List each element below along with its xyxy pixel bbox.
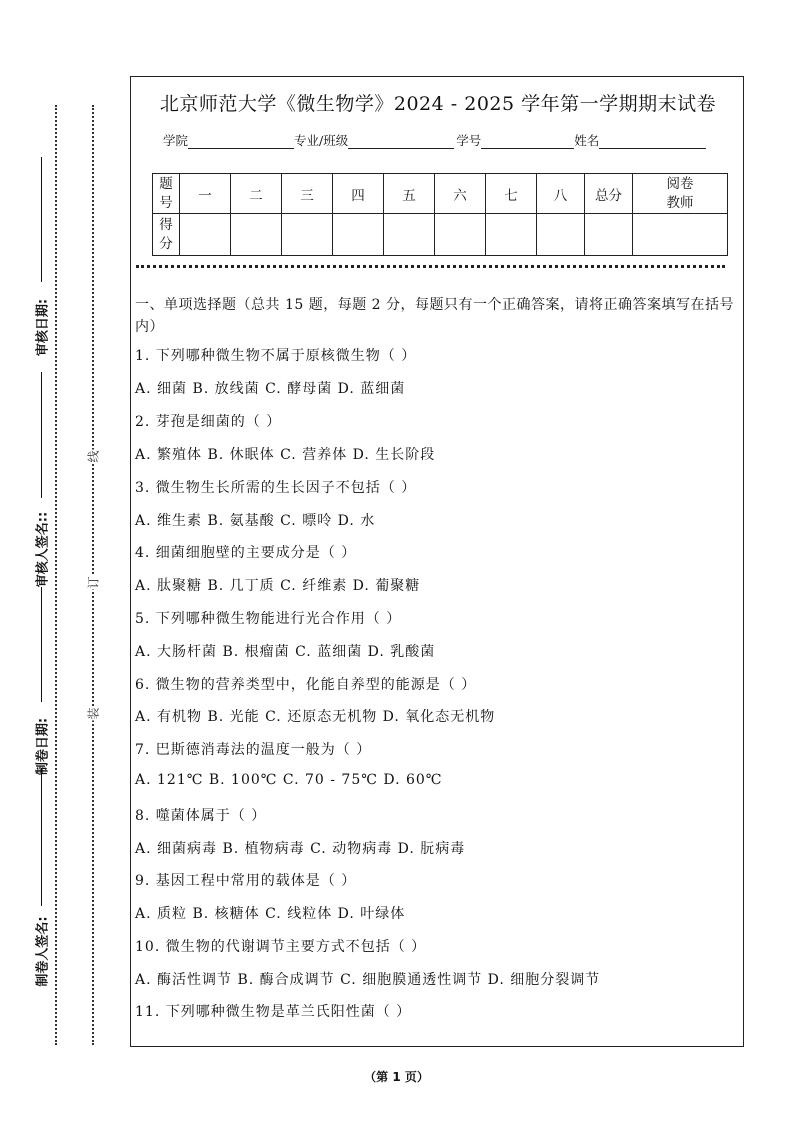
score-cell[interactable] — [384, 214, 435, 256]
binding-char-zhuang: 装 — [86, 707, 101, 720]
binding-char-xian: 线 — [86, 450, 101, 463]
question-text: 1. 下列哪种微生物不属于原核微生物（ ） — [135, 348, 417, 364]
reviewer-date-line — [41, 157, 42, 282]
question-text: 10. 微生物的代谢调节主要方式不包括（ ） — [135, 939, 427, 955]
question-text: 7. 巴斯德消毒法的温度一般为（ ） — [135, 742, 372, 758]
col-header: 一 — [180, 174, 231, 214]
question-options: A. 细菌 B. 放线菌 C. 酵母菌 D. 蓝细菌 — [135, 381, 406, 397]
score-cell[interactable] — [333, 214, 384, 256]
student-id-label: 学号 — [456, 133, 482, 148]
major-label: 专业/班级 — [294, 133, 349, 148]
question-text: 9. 基因工程中常用的载体是（ ） — [135, 873, 357, 889]
name-field[interactable] — [599, 135, 706, 149]
score-table — [152, 173, 728, 256]
col-header: 二 — [231, 174, 282, 214]
score-cell[interactable] — [435, 214, 486, 256]
score-cell[interactable] — [180, 214, 231, 256]
question-options: A. 酶活性调节 B. 酶合成调节 C. 细胞膜通透性调节 D. 细胞分裂调节 — [135, 972, 601, 988]
outer-dotted-line — [55, 105, 57, 1045]
maker-sign-line — [41, 768, 42, 906]
student-id-field[interactable] — [481, 135, 574, 149]
question-text: 6. 微生物的营养类型中，化能自养型的能源是（ ） — [135, 677, 477, 693]
binding-char-ding: 订 — [86, 576, 101, 589]
score-cell[interactable] — [231, 214, 282, 256]
score-cell[interactable] — [537, 214, 585, 256]
reviewer-sign-label: 审核人签名:: — [35, 511, 51, 588]
name-label: 姓名 — [574, 133, 600, 148]
question-text: 4. 细菌细胞壁的主要成分是（ ） — [135, 545, 357, 561]
maker-sign-label: 制卷人签名: — [35, 916, 51, 987]
grader-cell[interactable] — [633, 214, 728, 256]
student-info-row — [163, 131, 706, 149]
college-field[interactable] — [188, 135, 294, 149]
question-options: A. 有机物 B. 光能 C. 还原态无机物 D. 氧化态无机物 — [135, 709, 496, 725]
col-header-grader: 阅卷 教师 — [633, 174, 728, 214]
score-cell[interactable] — [282, 214, 333, 256]
dotted-separator — [136, 265, 725, 268]
question-options: A. 肽聚糖 B. 几丁质 C. 纤维素 D. 葡聚糖 — [135, 578, 421, 594]
question-options: A. 维生素 B. 氨基酸 C. 嘌呤 D. 水 — [135, 513, 376, 529]
reviewer-sign-line — [41, 372, 42, 498]
col-header-total: 总分 — [585, 174, 633, 214]
score-cell-total[interactable] — [585, 214, 633, 256]
score-cell[interactable] — [486, 214, 537, 256]
question-text: 8. 噬菌体属于（ ） — [135, 808, 267, 824]
page-number: （第 1 页） — [364, 1070, 429, 1084]
major-field[interactable] — [348, 135, 454, 149]
maker-date-line — [41, 587, 42, 702]
row-label-score: 得 分 — [153, 214, 180, 256]
question-options: A. 细菌病毒 B. 植物病毒 C. 动物病毒 D. 朊病毒 — [135, 841, 466, 857]
question-options: A. 繁殖体 B. 休眠体 C. 营养体 D. 生长阶段 — [135, 447, 436, 463]
col-header: 七 — [486, 174, 537, 214]
college-label: 学院 — [163, 133, 189, 148]
question-options: A. 质粒 B. 核糖体 C. 线粒体 D. 叶绿体 — [135, 906, 406, 922]
col-header: 五 — [384, 174, 435, 214]
question-options: A. 大肠杆菌 B. 根瘤菌 C. 蓝细菌 D. 乳酸菌 — [135, 644, 436, 660]
reviewer-date-label: 审核日期: — [35, 298, 51, 357]
question-text: 5. 下列哪种微生物能进行光合作用（ ） — [135, 611, 402, 627]
col-header: 八 — [537, 174, 585, 214]
row-label-question-no: 题 号 — [153, 174, 180, 214]
question-text: 11. 下列哪种微生物是革兰氏阳性菌（ ） — [135, 1004, 412, 1020]
section-heading: 一、单项选择题（总共 15 题，每题 2 分，每题只有一个正确答案，请将正确答案填写在括号内） — [135, 297, 735, 335]
exam-title: 北京师范大学《微生物学》2024 - 2025 学年第一学期期末试卷 — [159, 93, 717, 115]
col-header: 四 — [333, 174, 384, 214]
col-header: 三 — [282, 174, 333, 214]
question-text: 3. 微生物生长所需的生长因子不包括（ ） — [135, 480, 417, 496]
question-options: A. 121℃ B. 100℃ C. 70 - 75℃ D. 60℃ — [135, 772, 443, 788]
maker-date-label: 制卷日期: — [35, 717, 51, 776]
col-header: 六 — [435, 174, 486, 214]
question-text: 2. 芽孢是细菌的（ ） — [135, 414, 282, 430]
